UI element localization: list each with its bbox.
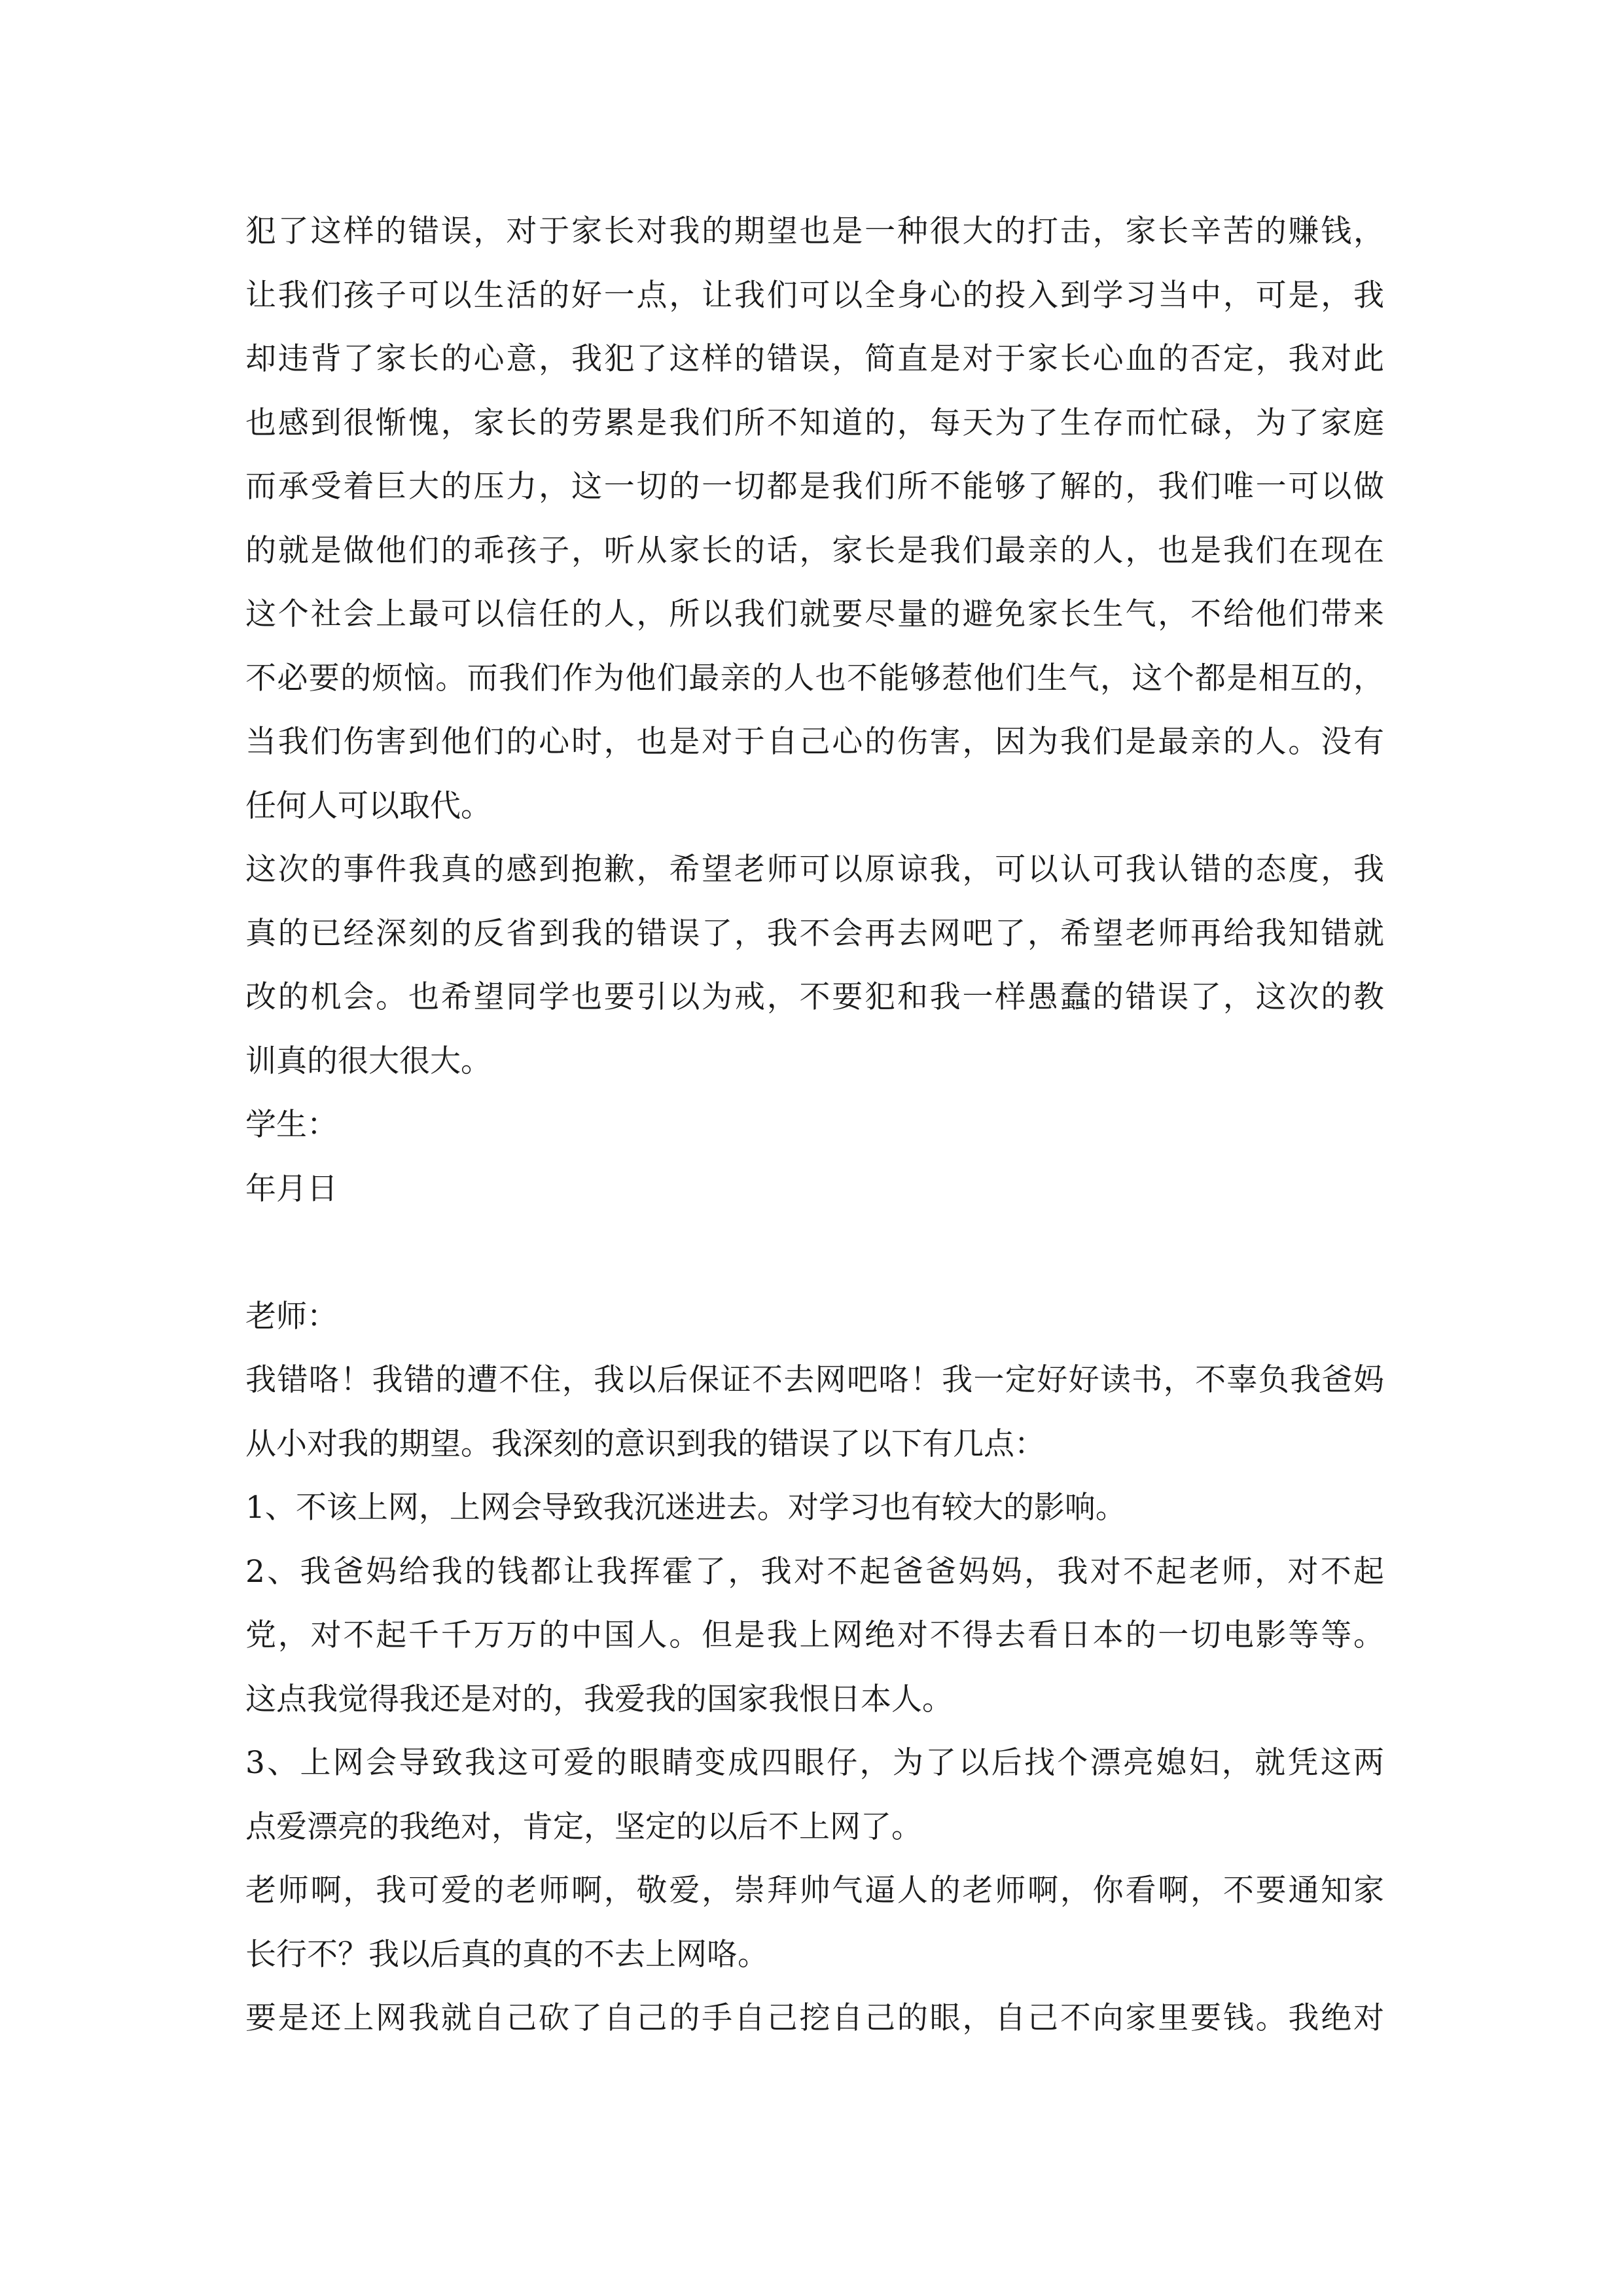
text-line: 而承受着巨大的压力，这一切的一切都是我们所不能够了解的，我们唯一可以做 — [245, 469, 1384, 505]
text-line: 2、我爸妈给我的钱都让我挥霍了，我对不起爸爸妈妈，我对不起老师，对不起 — [245, 1553, 1384, 1590]
text-line: 也感到很惭愧，家长的劳累是我们所不知道的，每天为了生存而忙碌，为了家庭 — [245, 404, 1384, 441]
point-1: 1、不该上网，上网会导致我沉迷进去。对学习也有较大的影响。 — [245, 1490, 1126, 1526]
text-line: 我错咯！我错的遭不住，我以后保证不去网吧咯！我一定好好读书，不辜负我爸妈 — [245, 1362, 1384, 1398]
text-line: 任何人可以取代。 — [245, 787, 491, 824]
point-3 — [245, 1731, 1384, 1859]
point-2 — [245, 1540, 1384, 1732]
text-line: 改的机会。也希望同学也要引以为戒，不要犯和我一样愚蠢的错误了，这次的教 — [245, 979, 1384, 1015]
text-line: 的就是做他们的乖孩子，听从家长的话，家长是我们最亲的人，也是我们在现在 — [245, 532, 1384, 569]
text-line: 党，对不起千千万万的中国人。但是我上网绝对不得去看日本的一切电影等等。 — [245, 1617, 1384, 1653]
text-line: 从小对我的期望。我深刻的意识到我的错误了以下有几点： — [245, 1426, 1045, 1462]
signature-student: 学生： — [245, 1107, 338, 1143]
text-line: 让我们孩子可以生活的好一点，让我们可以全身心的投入到学习当中，可是，我 — [245, 277, 1384, 314]
text-line: 这点我觉得我还是对的，我爱我的国家我恨日本人。 — [245, 1681, 953, 1717]
text-line: 老师啊，我可爱的老师啊，敬爱，崇拜帅气逼人的老师啊，你看啊，不要通知家 — [245, 1873, 1384, 1909]
text-line: 真的已经深刻的反省到我的错误了，我不会再去网吧了，希望老师再给我知错就 — [245, 915, 1384, 952]
text-line: 却违背了家长的心意，我犯了这样的错误，简直是对于家长心血的否定，我对此 — [245, 341, 1384, 377]
paragraph-apology-teacher — [245, 838, 1384, 1093]
paragraph-confession — [245, 1348, 1384, 1476]
text-line: 点爱漂亮的我绝对，肯定，坚定的以后不上网了。 — [245, 1808, 922, 1845]
paragraph-apology-parents — [245, 200, 1384, 838]
salutation: 老师： — [245, 1298, 338, 1335]
signature-date: 年月日 — [245, 1170, 338, 1207]
text-line: 当我们伤害到他们的心时，也是对于自己心的伤害，因为我们是最亲的人。没有 — [245, 724, 1384, 760]
text-line: 要是还上网我就自己砍了自己的手自己挖自己的眼，自己不向家里要钱。我绝对 — [245, 2000, 1384, 2036]
document-body — [245, 200, 1384, 2051]
text-line: 这个社会上最可以信任的人，所以我们就要尽量的避免家长生气，不给他们带来 — [245, 596, 1384, 632]
paragraph-promise — [245, 1986, 1384, 2051]
text-line: 不必要的烦恼。而我们作为他们最亲的人也不能够惹他们生气，这个都是相互的， — [245, 660, 1384, 696]
blank-gap — [245, 1221, 1384, 1285]
paragraph-plea — [245, 1859, 1384, 1986]
text-line: 训真的很大很大。 — [245, 1043, 491, 1079]
text-line: 3、上网会导致我这可爱的眼睛变成四眼仔，为了以后找个漂亮媳妇，就凭这两 — [245, 1745, 1384, 1781]
text-line: 长行不？我以后真的真的不去上网咯。 — [245, 1936, 768, 1973]
text-line: 犯了这样的错误，对于家长对我的期望也是一种很大的打击，家长辛苦的赚钱， — [245, 213, 1384, 249]
text-line: 这次的事件我真的感到抱歉，希望老师可以原谅我，可以认可我认错的态度，我 — [245, 852, 1384, 888]
